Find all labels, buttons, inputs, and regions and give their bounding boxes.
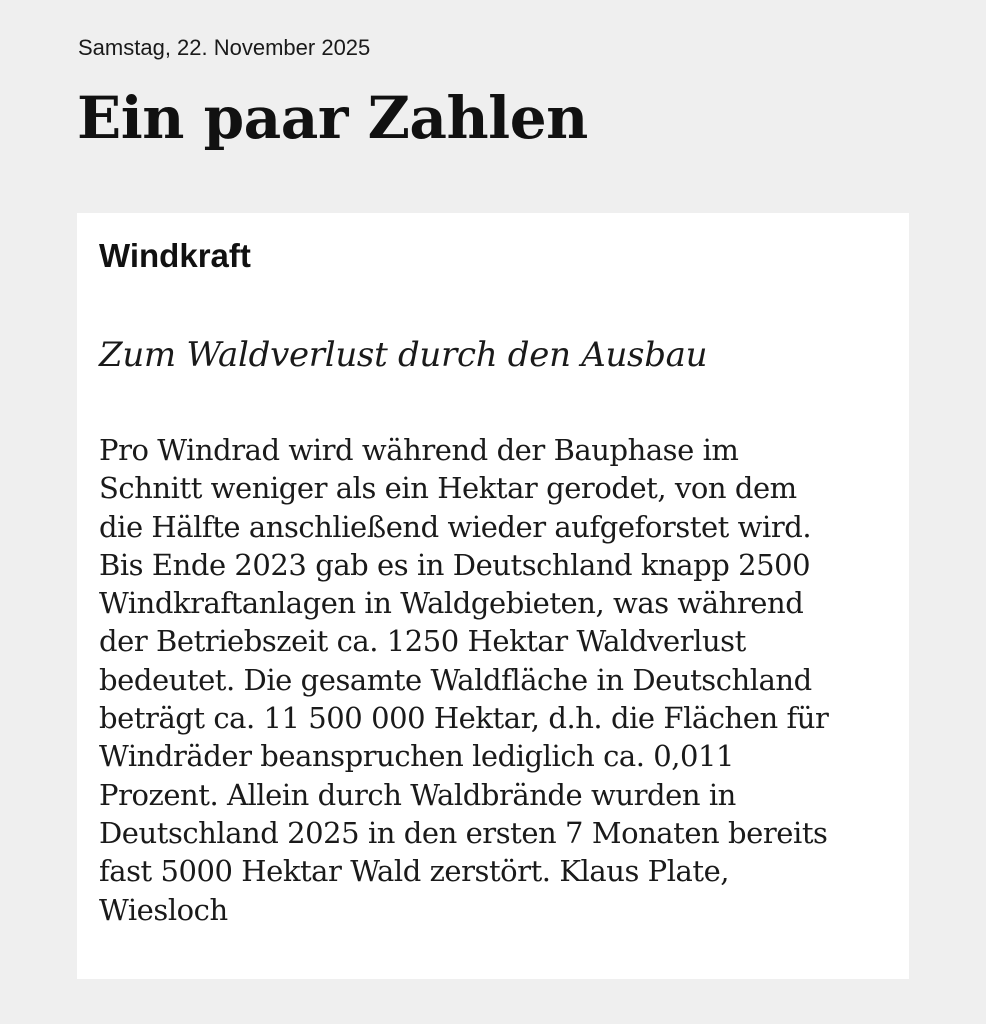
letter-subtitle: Zum Waldverlust durch den Ausbau [99, 335, 708, 375]
body-line: bedeutet. Die gesamte Waldfläche in Deutschland [99, 662, 812, 697]
body-line: Bis Ende 2023 gab es in Deutschland knapp 2500 [99, 547, 811, 582]
body-line: Wiesloch [99, 892, 228, 927]
body-line: beträgt ca. 11 500 000 Hektar, d.h. die Flächen für [99, 701, 829, 736]
letter-card [77, 213, 909, 979]
body-line: Windkraftanlagen in Waldgebieten, was während [99, 586, 804, 621]
body-line: Deutschland 2025 in den ersten 7 Monaten bereits [99, 815, 828, 850]
body-line: Windräder beanspruchen lediglich ca. 0,011 [99, 739, 735, 774]
topic-kicker: Windkraft [99, 237, 251, 274]
letter-body [99, 431, 899, 929]
body-line: Schnitt weniger als ein Hektar gerodet, von dem [99, 471, 797, 506]
body-line: die Hälfte anschließend wieder aufgeforstet wird. [99, 509, 812, 544]
body-line: Pro Windrad wird während der Bauphase im [99, 433, 739, 467]
body-line: fast 5000 Hektar Wald zerstört. Klaus Plate, [99, 854, 730, 889]
page-title: Ein paar Zahlen [77, 84, 588, 152]
body-line: Prozent. Allein durch Waldbrände wurden in [99, 777, 736, 812]
publication-date: Samstag, 22. November 2025 [78, 35, 371, 60]
body-line: der Betriebszeit ca. 1250 Hektar Waldverlust [99, 624, 746, 659]
